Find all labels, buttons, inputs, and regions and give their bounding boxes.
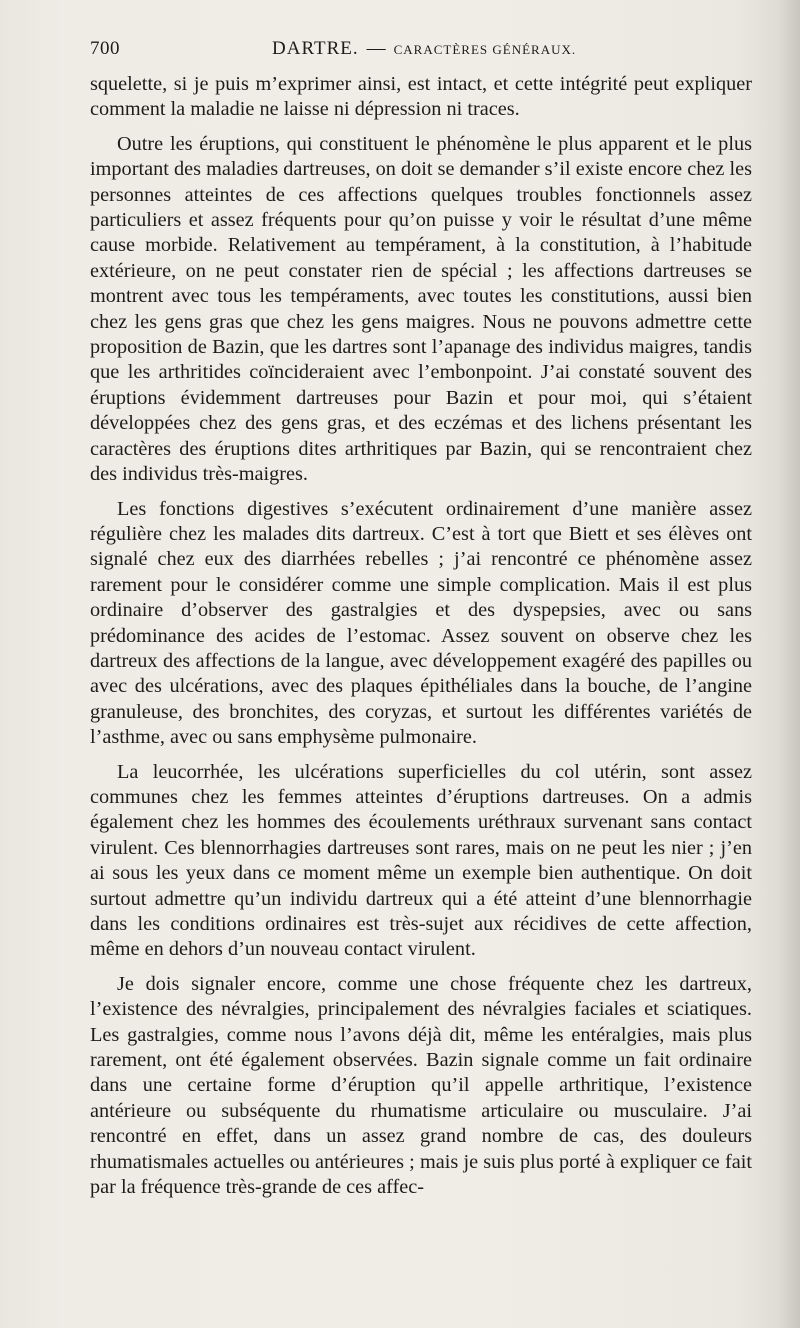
paragraph: Je dois signaler encore, comme une chose fréquente chez les dartreux, l’existence des névralgies, principalement des névralgies faciales et sciatiques. Les gastralgies, comme nous l’avons déjà dit, même les entéralgies, mais plus rarement, ont été également observées. Bazin signale comme un fait ordinaire dans une certaine forme d’éruption qu’il appelle arthritique, l’existence antérieure ou subséquente du rhumatisme articulaire ou musculaire. J’ai rencontré en effet, dans un assez grand nombre de cas, des douleurs rhumatismales actuelles ou antérieures ; mais je suis plus porté à expliquer ce fait par la fréquence très-grande de ces affec- [90,972,752,1199]
running-head [272,38,576,60]
page-header [90,38,752,62]
paragraph: Les fonctions digestives s’exécutent ordinairement d’une manière assez régulière chez les malades dits dartreux. C’est à tort que Biett et ses élèves ont signalé chez eux des diarrhées rebelles ; j’ai rencontré ce phénomène assez rarement pour le considérer comme une simple complication. Mais il est plus ordinaire d’observer des gastralgies et des dyspepsies, avec ou sans prédominance des acides de l’estomac. Assez souvent on observe chez les dartreux des affections de la langue, avec développement exagéré des papilles ou avec des ulcérations, avec des plaques épithéliales dans la bouche, de l’angine granuleuse, des bronchites, des coryzas, et surtout les différentes variétés de l’asthme, avec ou sans emphysème pulmonaire. [90,497,752,749]
paragraph: Outre les éruptions, qui constituent le phénomène le plus apparent et le plus important des maladies dartreuses, on doit se demander s’il existe encore chez les personnes atteintes de ces affections quelques troubles fonctionnels assez particuliers et assez fréquents pour qu’on puisse y voir le résultat d’une même cause morbide. Relativement au tempérament, à la constitution, à l’habitude extérieure, on ne peut constater rien de spécial ; les affections dartreuses se montrent avec tous les tempéraments, avec toutes les constitutions, aussi bien chez les gens gras que chez les gens maigres. Nous ne pouvons admettre cette proposition de Bazin, que les dartres sont l’apanage des individus maigres, tandis que les arthritides coïncideraient avec l’embonpoint. J’ai constaté souvent des éruptions évidemment dartreuses pour Bazin et pour moi, qui s’étaient développées chez des gens gras, et des eczémas et des lichens présentant les caractères des éruptions dites arthritiques par Bazin, qui se rencontraient chez des individus très-maigres. [90,132,752,486]
running-head-separator: — [366,38,386,59]
page-edge-shadow [778,0,800,1328]
body-text [90,72,752,1209]
page-number: 700 [90,38,120,59]
paragraph: squelette, si je puis m’exprimer ainsi, est intact, et cette intégrité peut expliquer comment la maladie ne laisse ni dépression ni traces. [90,73,752,121]
running-head-title: DARTRE. [272,38,359,59]
paragraph: La leucorrhée, les ulcérations superficielles du col utérin, sont assez communes chez les femmes atteintes d’éruptions dartreuses. On a admis également chez les hommes des écoulements uréthraux survenant sans contact virulent. Ces blennorrhagies dartreuses sont rares, mais on ne peut les nier ; j’en ai sous les yeux dans ce moment même un exemple bien authentique. On doit surtout admettre qu’un individu dartreux qui a été atteint d’une blennorrhagie dans les conditions ordinaires est très-sujet aux récidives de cette affection, même en dehors d’un nouveau contact virulent. [90,760,752,961]
running-head-subtitle: CARACTÈRES GÉNÉRAUX. [393,42,577,57]
